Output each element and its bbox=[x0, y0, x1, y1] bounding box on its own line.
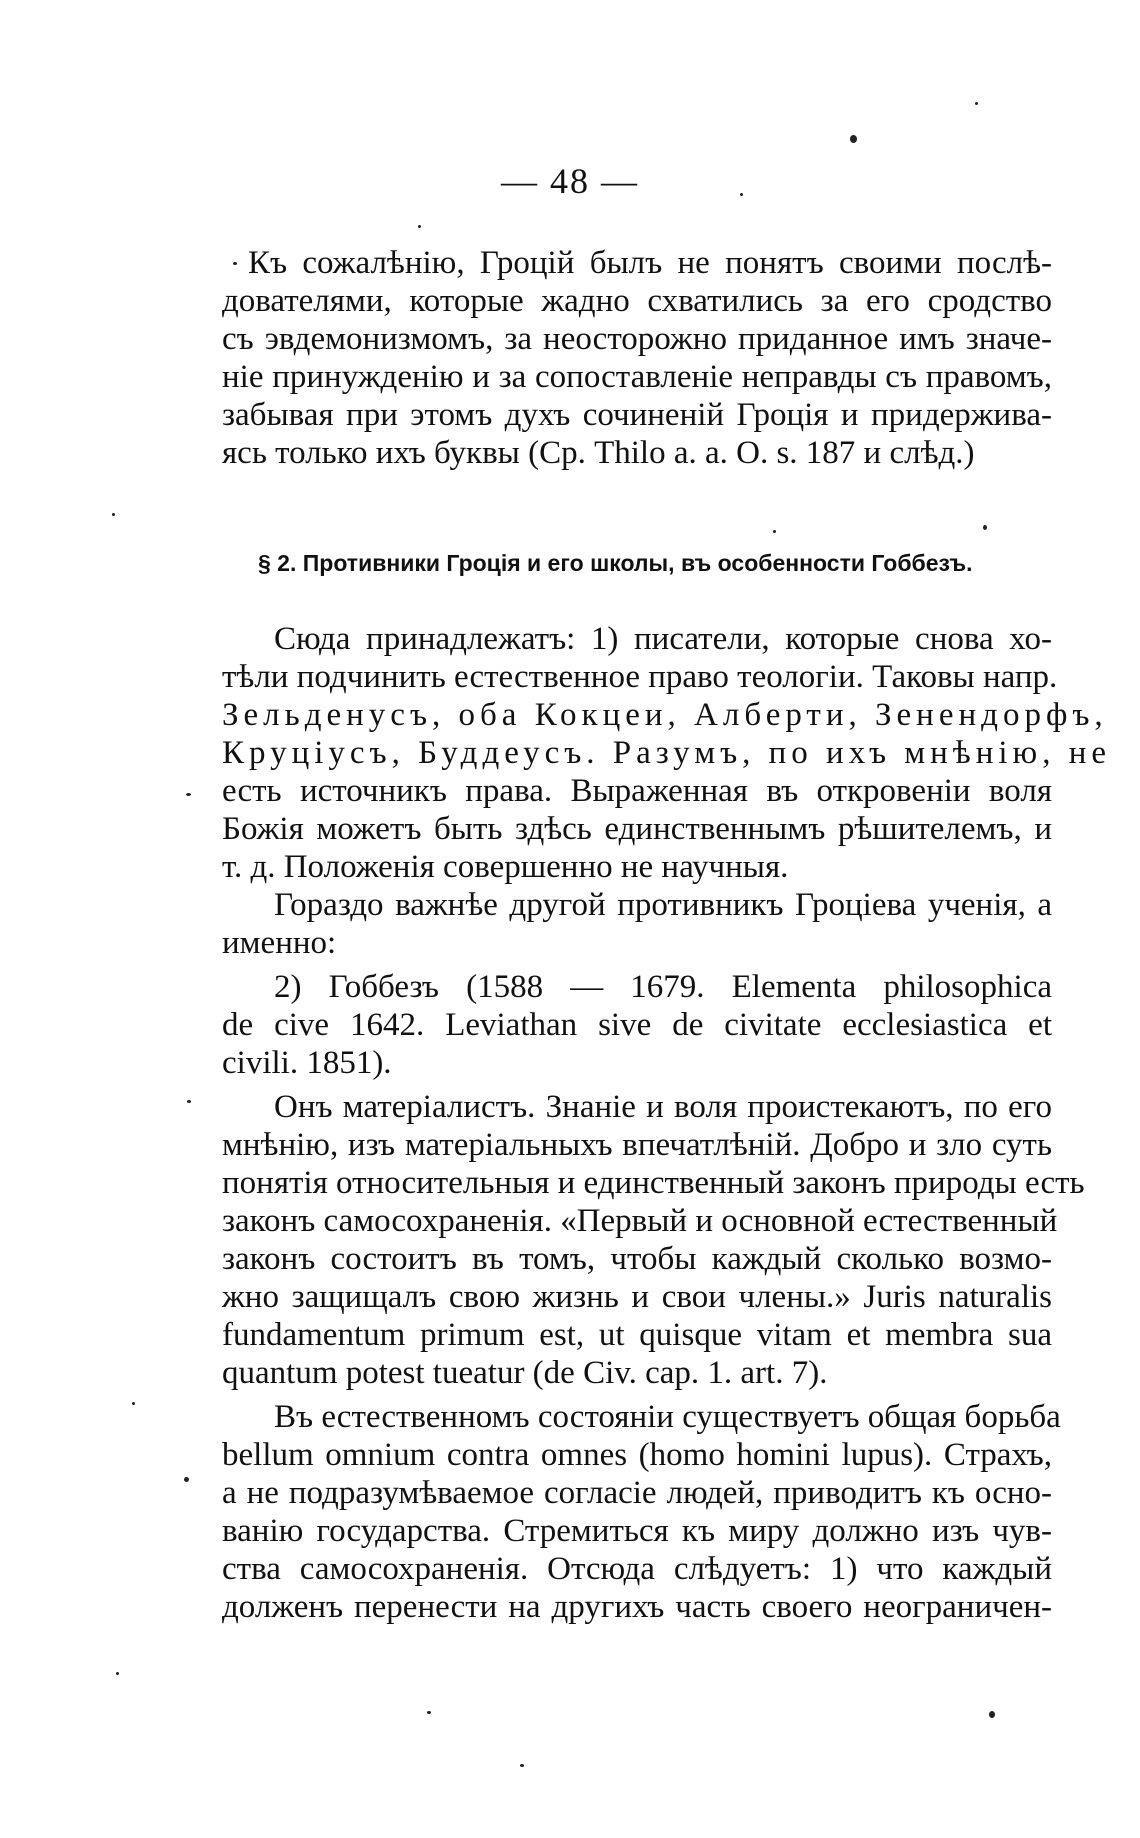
scan-speck bbox=[233, 262, 237, 265]
text-line: ванію государства. Стремиться къ миру должно изъ чув- bbox=[222, 1513, 1052, 1549]
text-line: Въ естественномъ состояніи существуетъ общая борьба bbox=[274, 1399, 1061, 1435]
text-line: законъ состоитъ въ томъ, чтобы каждый сколько возмо- bbox=[222, 1241, 1052, 1277]
scan-speck bbox=[850, 135, 857, 143]
scan-speck bbox=[116, 1672, 119, 1675]
text-line: есть источникъ права. Выраженная въ откровеніи воля bbox=[222, 773, 1052, 809]
text-line: забывая при этомъ духъ сочиненій Гроція и придержива- bbox=[222, 397, 1052, 433]
text-line: civili. 1851). bbox=[222, 1045, 392, 1081]
text-line: 2) Гоббезъ (1588 — 1679. Elementa philosophica bbox=[274, 969, 1052, 1005]
text-line: т. д. Положенія совершенно не научныя. bbox=[222, 849, 789, 885]
text-line: bellum omnium contra omnes (homo homini lupus). Страхъ, bbox=[222, 1437, 1052, 1473]
text-line: ясь только ихъ буквы (Ср. Thilo a. a. O. s. 187 и слѣд.) bbox=[222, 435, 975, 471]
text-line: Зельденусъ, оба Кокцеи, Алберти, Зенендорфъ, bbox=[222, 697, 1108, 733]
text-line: fundamentum primum est, ut quisque vitam et membra sua bbox=[222, 1317, 1052, 1353]
scan-speck bbox=[520, 1764, 524, 1767]
text-line: а не подразумѣваемое согласіе людей, приводитъ къ осно- bbox=[222, 1475, 1052, 1511]
text-line: Къ сожалѣнію, Гроцій былъ не понятъ своими послѣ- bbox=[248, 245, 1052, 281]
text-line: Гораздо важнѣе другой противникъ Гроціева ученія, а bbox=[274, 887, 1052, 923]
text-line: ніе принужденію и за сопоставленіе неправды съ правомъ, bbox=[222, 359, 1052, 395]
text-line: Онъ матеріалистъ. Знаніе и воля проистекаютъ, по его bbox=[274, 1089, 1052, 1125]
text-line: дователями, которые жадно схватились за его сродство bbox=[222, 283, 1052, 319]
text-line: de cive 1642. Leviathan sive de civitate ecclesiastica et bbox=[222, 1007, 1052, 1043]
page-number: — 48 — bbox=[501, 161, 639, 201]
text-line: долженъ перенести на другихъ часть своего неограничен- bbox=[222, 1589, 1052, 1625]
text-line: тѣли подчинить естественное право теологіи. Таковы напр. bbox=[222, 659, 1058, 695]
scan-speck bbox=[418, 225, 421, 228]
text-line: законъ самосохраненія. «Первый и основной естественный bbox=[222, 1203, 1058, 1239]
text-line: Божія можетъ быть здѣсь единственнымъ рѣшителемъ, и bbox=[222, 811, 1052, 847]
section-heading: § 2. Противники Гроція и его школы, въ особенности Гоббезъ. bbox=[258, 550, 973, 576]
scan-speck bbox=[132, 1402, 135, 1405]
scan-speck bbox=[112, 513, 115, 516]
text-line: мнѣнію, изъ матеріальныхъ впечатлѣній. Добро и зло суть bbox=[222, 1127, 1052, 1163]
scan-speck bbox=[186, 793, 191, 796]
scan-speck bbox=[989, 1711, 995, 1718]
scan-speck bbox=[983, 525, 987, 530]
scan-speck bbox=[740, 193, 743, 196]
scan-speck bbox=[773, 530, 776, 533]
scan-speck bbox=[975, 102, 978, 105]
scan-speck bbox=[187, 1100, 191, 1103]
text-line: именно: bbox=[222, 925, 337, 961]
scan-speck bbox=[427, 1711, 431, 1714]
text-line: жно защищалъ свою жизнь и свои члены.» Juris naturalis bbox=[222, 1279, 1052, 1315]
text-line: понятія относительныя и единственный законъ природы есть bbox=[222, 1165, 1085, 1201]
text-line: ства самосохраненія. Отсюда слѣдуетъ: 1) что каждый bbox=[222, 1551, 1052, 1587]
text-line: quantum potest tueatur (de Civ. cap. 1. art. 7). bbox=[222, 1355, 828, 1391]
scan-speck bbox=[184, 1477, 189, 1482]
text-line: Сюда принадлежатъ: 1) писатели, которые снова хо- bbox=[274, 621, 1052, 657]
text-line: Круціусъ, Буддеусъ. Разумъ, по ихъ мнѣнію, не bbox=[222, 735, 1112, 771]
text-line: съ эвдемонизмомъ, за неосторожно приданное имъ значе- bbox=[222, 321, 1052, 357]
